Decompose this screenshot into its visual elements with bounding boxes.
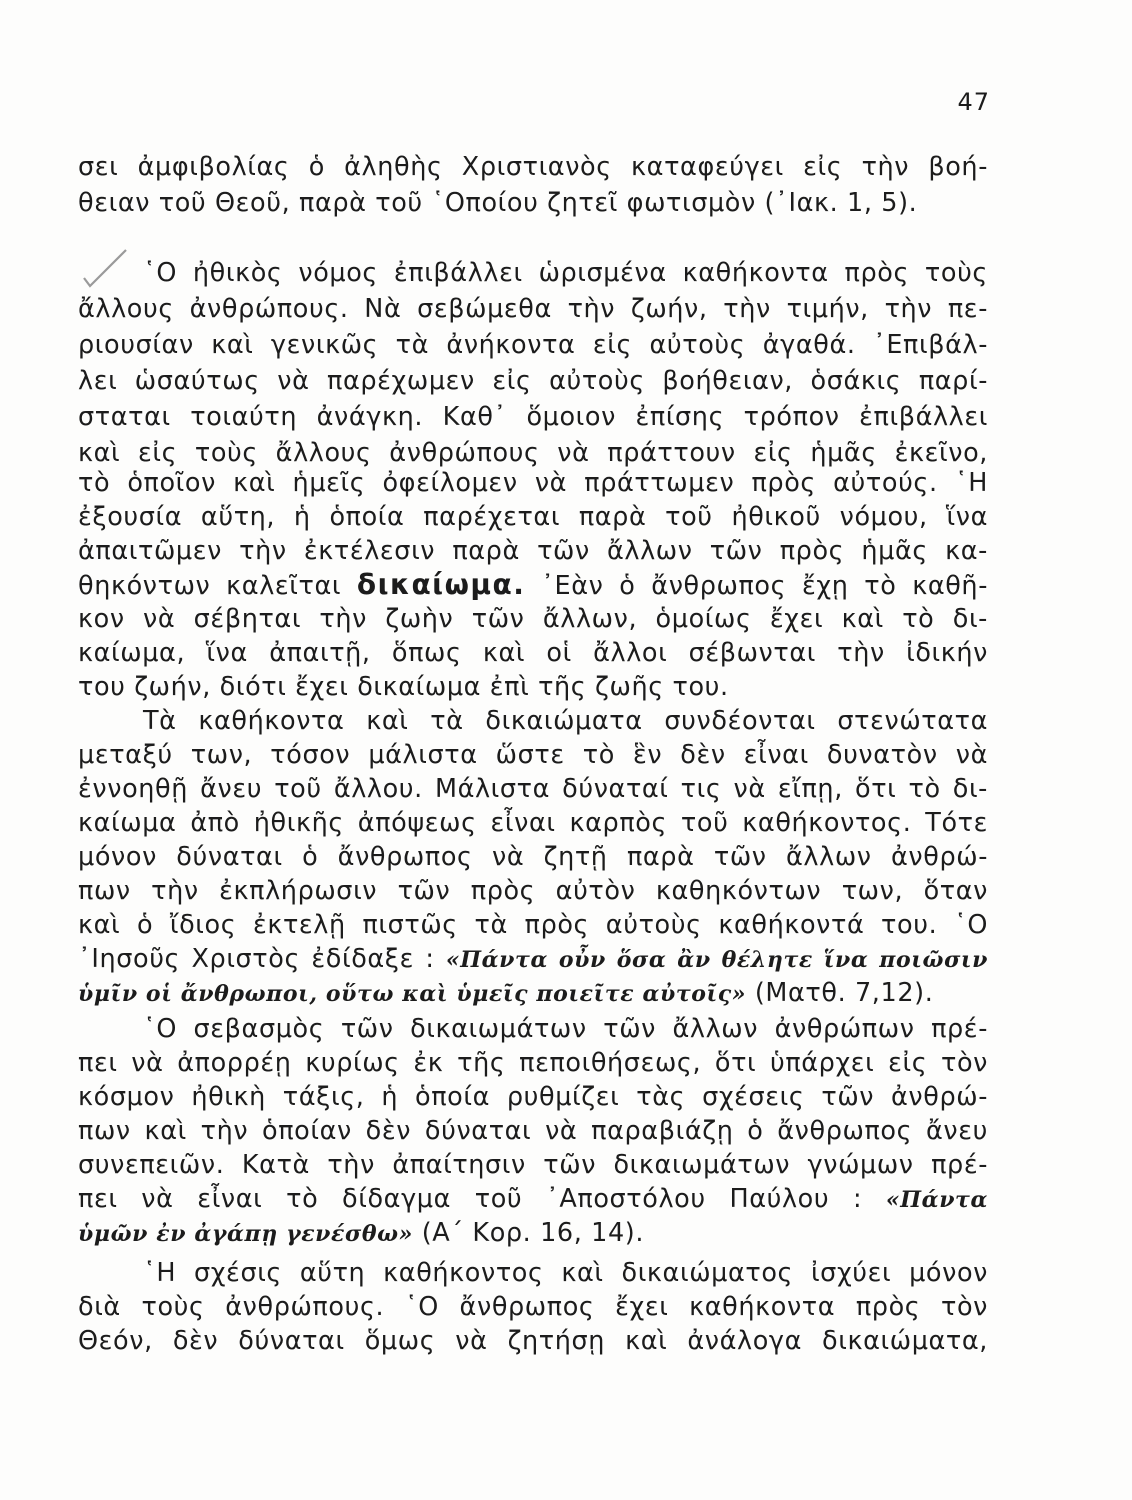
text-line (78, 942, 988, 976)
text-line: κον νὰ σέβηται τὴν ζωὴν τῶν ἄλλων, ὁμοίως ἔχει καὶ τὸ δι- (78, 604, 988, 634)
scripture-quote: «Πάντα (885, 1187, 988, 1213)
text-line: τὸ ὁποῖον καὶ ἡμεῖς ὀφείλομεν νὰ πράττωμεν πρὸς αὐτούς. ῾Η (78, 468, 988, 498)
text-segment: (Ματθ. 7,12). (746, 978, 934, 1008)
defined-term: δικαίωμα. (356, 568, 526, 601)
scripture-quote: ὑμῖν οἱ ἄνθρωποι, οὕτω καὶ ὑμεῖς ποιεῖτε αὐτοῖς» (78, 981, 747, 1007)
text-line: κόσμον ἠθικὴ τάξις, ἡ ὁποία ρυθμίζει τὰς σχέσεις τῶν ἀνθρώ- (78, 1082, 988, 1112)
text-line: πει νὰ ἀπορρέῃ κυρίως ἐκ τῆς πεποιθήσεως, ὅτι ὑπάρχει εἰς τὸν (78, 1048, 988, 1078)
text-line: σταται τοιαύτη ἀνάγκη. Καθ᾽ ὅμοιον ἐπίσης τρόπον ἐπιβάλλει (78, 402, 988, 432)
text-line: μόνον δύναται ὁ ἄνθρωπος νὰ ζητῇ παρὰ τῶν ἄλλων ἀνθρώ- (78, 842, 988, 872)
text-line: καὶ εἰς τοὺς ἄλλους ἀνθρώπους νὰ πράττουν εἰς ἡμᾶς ἐκεῖνο, (78, 438, 988, 468)
text-line: ριουσίαν καὶ γενικῶς τὰ ἀνήκοντα εἰς αὐτοὺς ἀγαθά. ᾽Επιβάλ- (78, 330, 988, 360)
text-line: ἐξουσία αὕτη, ἡ ὁποία παρέχεται παρὰ τοῦ ἠθικοῦ νόμου, ἵνα (78, 502, 988, 532)
text-line: ῾Η σχέσις αὕτη καθήκοντος καὶ δικαιώματος ἰσχύει μόνον (143, 1258, 988, 1288)
text-line (78, 1182, 988, 1216)
page-number: 47 (957, 88, 990, 116)
scripture-quote: «Πάντα οὖν ὅσα ἂν θέλητε ἵνα ποιῶσιν (445, 947, 988, 973)
text-line: καίωμα ἀπὸ ἠθικῆς ἀπόψεως εἶναι καρπὸς τοῦ καθήκοντος. Τότε (78, 808, 988, 838)
text-line: καὶ ὁ ἴδιος ἐκτελῇ πιστῶς τὰ πρὸς αὐτοὺς καθήκοντά του. ῾Ο (78, 910, 988, 940)
scripture-quote: ὑμῶν ἐν ἀγάπῃ γενέσθω» (78, 1221, 414, 1247)
text-line: Θεόν, δὲν δύναται ὅμως νὰ ζητήσῃ καὶ ἀνάλογα δικαιώματα, (78, 1326, 988, 1356)
text-line: ῾Ο ἠθικὸς νόμος ἐπιβάλλει ὡρισμένα καθήκοντα πρὸς τοὺς (143, 258, 988, 288)
text-segment: ᾽Εὰν ὁ ἄνθρωπος ἔχῃ τὸ καθῆ- (525, 571, 988, 601)
text-line: μεταξύ των, τόσον μάλιστα ὥστε τὸ ἓν δὲν εἶναι δυνατὸν νὰ (78, 740, 988, 770)
text-line: ἀπαιτῶμεν τὴν ἐκτέλεσιν παρὰ τῶν ἄλλων τῶν πρὸς ἡμᾶς κα- (78, 536, 988, 566)
text-segment: πει νὰ εἶναι τὸ δίδαγμα τοῦ ᾽Αποστόλου Παύλου : (78, 1184, 886, 1214)
text-line: ῾Ο σεβασμὸς τῶν δικαιωμάτων τῶν ἄλλων ἀνθρώπων πρέ- (143, 1014, 988, 1044)
text-line: λει ὡσαύτως νὰ παρέχωμεν εἰς αὐτοὺς βοήθειαν, ὁσάκις παρί- (78, 366, 988, 396)
text-line: ἄλλους ἀνθρώπους. Νὰ σεβώμεθα τὴν ζωήν, τὴν τιμήν, τὴν πε- (78, 294, 988, 324)
text-line: θειαν τοῦ Θεοῦ, παρὰ τοῦ ῾Οποίου ζητεῖ φωτισμὸν (᾽Ιακ. 1, 5). (78, 188, 918, 218)
text-line: του ζωήν, διότι ἔχει δικαίωμα ἐπὶ τῆς ζωῆς του. (78, 672, 729, 702)
text-line (78, 976, 988, 1010)
text-line: Τὰ καθήκοντα καὶ τὰ δικαιώματα συνδέονται στενώτατα (143, 706, 988, 736)
text-segment: (Α΄ Κορ. 16, 14). (413, 1218, 645, 1248)
text-line: σει ἀμφιβολίας ὁ ἀληθὴς Χριστιανὸς καταφεύγει εἰς τὴν βοή- (78, 152, 988, 182)
text-line: διὰ τοὺς ἀνθρώπους. ῾Ο ἄνθρωπος ἔχει καθήκοντα πρὸς τὸν (78, 1292, 988, 1322)
text-line (78, 568, 988, 602)
text-line: ἐννοηθῇ ἄνευ τοῦ ἄλλου. Μάλιστα δύναταί τις νὰ εἴπῃ, ὅτι τὸ δι- (78, 774, 988, 804)
text-line: πων καὶ τὴν ὁποίαν δὲν δύναται νὰ παραβιάζῃ ὁ ἄνθρωπος ἄνευ (78, 1116, 988, 1146)
text-line (78, 1216, 988, 1250)
text-segment: θηκόντων καλεῖται (78, 571, 357, 601)
text-line: συνεπειῶν. Κατὰ τὴν ἀπαίτησιν τῶν δικαιωμάτων γνώμων πρέ- (78, 1150, 988, 1180)
text-segment: ᾽Ιησοῦς Χριστὸς ἐδίδαξε : (78, 944, 446, 974)
text-line: καίωμα, ἵνα ἀπαιτῇ, ὅπως καὶ οἱ ἄλλοι σέβωνται τὴν ἰδικήν (78, 638, 988, 668)
checkmark-icon (80, 248, 130, 292)
text-line: πων τὴν ἐκπλήρωσιν τῶν πρὸς αὐτὸν καθηκόντων των, ὅταν (78, 876, 988, 906)
